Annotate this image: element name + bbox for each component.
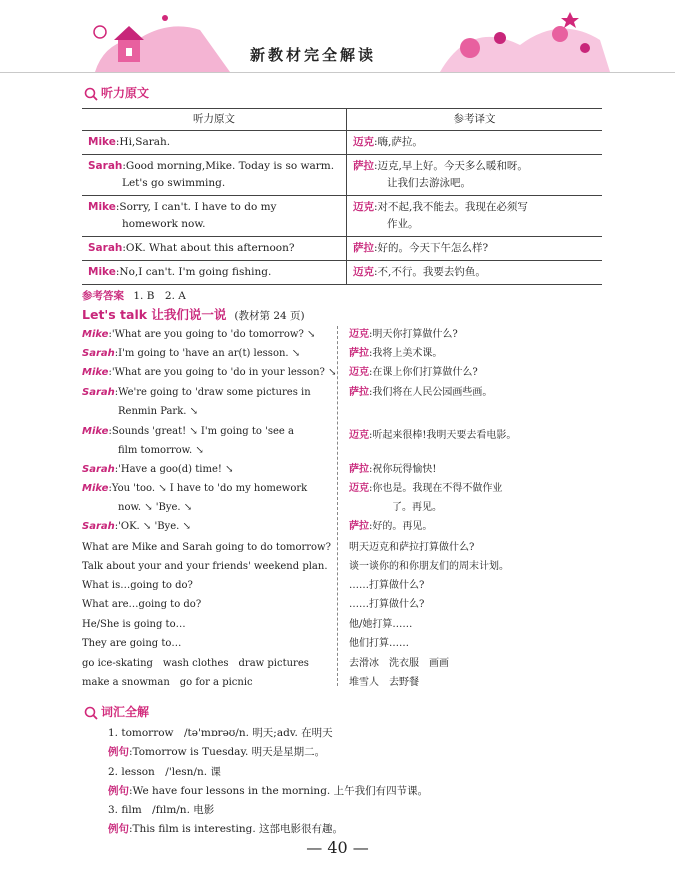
speaker-name: Sarah xyxy=(88,160,123,172)
translation-text: 谈一谈你的和你朋友们的周末计划。 xyxy=(349,561,509,572)
speaker-name: Mike xyxy=(88,201,116,213)
table-row xyxy=(82,131,602,155)
dialogue-line xyxy=(82,676,253,690)
translation-line xyxy=(349,676,419,690)
dialogue-line xyxy=(82,482,307,496)
speaker-name: Sarah xyxy=(82,464,115,475)
lets-talk-heading xyxy=(82,305,305,323)
translation-line xyxy=(349,482,502,496)
dialogue-line xyxy=(82,520,191,534)
vocab-example xyxy=(108,745,325,760)
speaker-name: Mike xyxy=(82,426,109,437)
example-label: 例句 xyxy=(108,785,129,797)
translation-text: :嗨,萨拉。 xyxy=(374,136,423,148)
speaker-name: Mike xyxy=(82,483,109,494)
table-row xyxy=(82,237,602,261)
speaker-name: 迈克 xyxy=(349,367,369,378)
answer-line xyxy=(82,288,186,303)
dialogue-text-cont: homework now. xyxy=(122,218,206,230)
translation-line xyxy=(392,501,442,515)
dialogue-line xyxy=(82,579,193,593)
speaker-name: Sarah xyxy=(88,242,123,254)
translation-text: :对不起,我不能去。我现在必须写 xyxy=(374,201,528,213)
dialogue-line xyxy=(82,328,315,342)
translation-line xyxy=(349,657,449,671)
dialogue-text: :'What are you going to 'do in your lesson? ↘ xyxy=(108,367,337,378)
header-title: 新教材完全解读 xyxy=(250,46,377,64)
translation-line xyxy=(349,328,458,342)
translation-line xyxy=(349,618,412,632)
dialogue-text: What are…going to do? xyxy=(82,599,202,610)
translation-text: :我们将在人民公园画些画。 xyxy=(369,387,493,398)
speaker-name: 迈克 xyxy=(353,136,374,148)
speaker-name: 迈克 xyxy=(349,483,369,494)
example-text: :We have four lessons in the morning. 上午我们有四节课。 xyxy=(129,785,429,797)
magnifier-icon xyxy=(84,87,98,101)
dialogue-text: What is…going to do? xyxy=(82,580,193,591)
vocab-entry: 1. tomorrow /tə'mɒrəʊ/n. 明天;adv. 在明天 xyxy=(108,727,333,739)
dialogue-text: Talk about your and your friends' weekend plan. xyxy=(82,561,328,572)
dialogue-line xyxy=(82,541,331,555)
translation-line xyxy=(349,386,492,400)
dialogue-text: They are going to… xyxy=(82,638,182,649)
translation-text: :明天你打算做什么? xyxy=(369,329,458,340)
dialogue-text: :We're going to 'draw some pictures in xyxy=(114,387,311,398)
speaker-name: 萨拉 xyxy=(349,348,369,359)
speaker-name: Sarah xyxy=(82,348,115,359)
translation-line xyxy=(349,579,424,593)
table-row xyxy=(82,261,602,285)
dialogue-line xyxy=(82,386,311,400)
speaker-name: Mike xyxy=(82,329,109,340)
translation-text-cont: 作业。 xyxy=(387,218,419,230)
table-row xyxy=(82,196,602,237)
translation-text: 明天迈克和萨拉打算做什么? xyxy=(349,542,475,553)
speaker-name: 萨拉 xyxy=(349,464,369,475)
translation-text: :在课上你们打算做什么? xyxy=(369,367,478,378)
header-decoration-icon xyxy=(0,0,675,80)
dialogue-text: now. ↘ 'Bye. ↘ xyxy=(118,502,193,513)
answer-label: 参考答案 xyxy=(82,290,124,302)
translation-line xyxy=(349,366,478,380)
translation-text: ……打算做什么? xyxy=(349,599,425,610)
dialogue-line xyxy=(82,637,181,651)
table-header-cell: 听力原文 xyxy=(82,109,347,131)
translation-line xyxy=(349,598,424,612)
dialogue-text: What are Mike and Sarah going to do tomorrow? xyxy=(82,542,331,553)
translation-line xyxy=(349,347,442,361)
translation-text: :你也是。我现在不得不做作业 xyxy=(369,483,503,494)
dialogue-line xyxy=(82,618,186,632)
listening-table xyxy=(82,108,602,285)
dialogue-text: :You 'too. ↘ I have to 'do my homework xyxy=(108,483,308,494)
translation-text: :不,不行。我要去钓鱼。 xyxy=(374,266,486,278)
dialogue-text: :'What are you going to 'do tomorrow? ↘ xyxy=(108,329,316,340)
translation-line xyxy=(349,429,516,443)
example-label: 例句 xyxy=(108,746,129,758)
header-divider xyxy=(0,72,675,73)
column-divider xyxy=(337,326,338,686)
dialogue-text: :'Have a goo(d) time! ↘ xyxy=(114,464,234,475)
dialogue-line xyxy=(82,598,201,612)
vocab-example xyxy=(108,822,343,837)
translation-text: :好的。今天下午怎么样? xyxy=(374,242,489,254)
vocab-entry: 2. lesson /'lesn/n. 课 xyxy=(108,766,221,778)
speaker-name: 迈克 xyxy=(349,329,369,340)
table-header-cell: 参考译文 xyxy=(347,109,603,131)
lets-talk-title: Let's talk 让我们说一说 xyxy=(82,307,227,322)
textbook-ref: (教材第 24 页) xyxy=(234,310,305,322)
listening-section-title: 听力原文 xyxy=(84,84,149,101)
dialogue-text: :No,I can't. I'm going fishing. xyxy=(115,266,272,278)
translation-text: :祝你玩得愉快! xyxy=(369,464,437,475)
dialogue-line xyxy=(118,501,192,515)
vocab-section-title: 词汇全解 xyxy=(84,703,149,720)
speaker-name: Sarah xyxy=(82,521,115,532)
speaker-name: Mike xyxy=(88,136,116,148)
translation-text: 他/她打算…… xyxy=(349,619,413,630)
translation-text: :听起来很棒!我明天要去看电影。 xyxy=(369,430,517,441)
dialogue-line xyxy=(118,405,198,419)
table-header-row xyxy=(82,109,602,131)
translation-text: 他们打算…… xyxy=(349,638,409,649)
translation-text-cont: 让我们去游泳吧。 xyxy=(387,177,471,189)
dialogue-text: Renmin Park. ↘ xyxy=(118,406,199,417)
translation-line xyxy=(349,463,436,477)
translation-text: 堆雪人 去野餐 xyxy=(349,677,419,688)
dialogue-line xyxy=(82,657,309,671)
vocab-example xyxy=(108,784,428,799)
dialogue-text: He/She is going to… xyxy=(82,619,186,630)
translation-line xyxy=(349,560,509,574)
translation-line xyxy=(349,541,474,555)
translation-text: 了。再见。 xyxy=(392,502,442,513)
magnifier-icon xyxy=(84,706,98,720)
dialogue-text: make a snowman go for a picnic xyxy=(82,677,253,688)
dialogue-text: :Good morning,Mike. Today is so warm. xyxy=(122,160,335,172)
speaker-name: Mike xyxy=(82,367,109,378)
dialogue-text: :I'm going to 'have an ar(t) lesson. ↘ xyxy=(114,348,301,359)
page-header xyxy=(0,0,675,80)
speaker-name: Mike xyxy=(88,266,116,278)
dialogue-line xyxy=(82,347,300,361)
speaker-name: 萨拉 xyxy=(349,521,369,532)
dialogue-line xyxy=(82,560,328,574)
answer-text: 1. B 2. A xyxy=(133,290,186,302)
table-row xyxy=(82,155,602,196)
speaker-name: 萨拉 xyxy=(349,387,369,398)
dialogue-text: go ice-skating wash clothes draw pictures xyxy=(82,658,309,669)
speaker-name: 萨拉 xyxy=(353,242,374,254)
dialogue-text: film tomorrow. ↘ xyxy=(118,445,204,456)
speaker-name: 迈克 xyxy=(353,266,374,278)
dialogue-text: :Sounds 'great! ↘ I'm going to 'see a xyxy=(108,426,294,437)
dialogue-line xyxy=(118,444,204,458)
vocab-entry: 3. film /fɪlm/n. 电影 xyxy=(108,804,215,816)
dialogue-line xyxy=(82,463,233,477)
dialogue-text: :Sorry, I can't. I have to do my xyxy=(115,201,277,213)
example-text: :This film is interesting. 这部电影很有趣。 xyxy=(129,823,344,835)
translation-text: :好的。再见。 xyxy=(369,521,433,532)
speaker-name: 迈克 xyxy=(349,430,369,441)
dialogue-text-cont: Let's go swimming. xyxy=(122,177,226,189)
translation-text: :我将上美术课。 xyxy=(369,348,443,359)
dialogue-text: :Hi,Sarah. xyxy=(115,136,171,148)
speaker-name: 萨拉 xyxy=(353,160,374,172)
dialogue-line xyxy=(82,425,294,439)
translation-text: :迈克,早上好。今天多么暖和呀。 xyxy=(374,160,528,172)
dialogue-line xyxy=(82,366,336,380)
translation-line xyxy=(349,520,432,534)
translation-text: 去滑冰 洗衣服 画画 xyxy=(349,658,449,669)
speaker-name: Sarah xyxy=(82,387,115,398)
dialogue-text: :'OK. ↘ 'Bye. ↘ xyxy=(114,521,191,532)
example-text: :Tomorrow is Tuesday. 明天是星期二。 xyxy=(129,746,326,758)
translation-line xyxy=(349,637,409,651)
page-number: — 40 — xyxy=(306,838,369,857)
translation-text: ……打算做什么? xyxy=(349,580,425,591)
dialogue-text: :OK. What about this afternoon? xyxy=(122,242,295,254)
speaker-name: 迈克 xyxy=(353,201,374,213)
example-label: 例句 xyxy=(108,823,129,835)
